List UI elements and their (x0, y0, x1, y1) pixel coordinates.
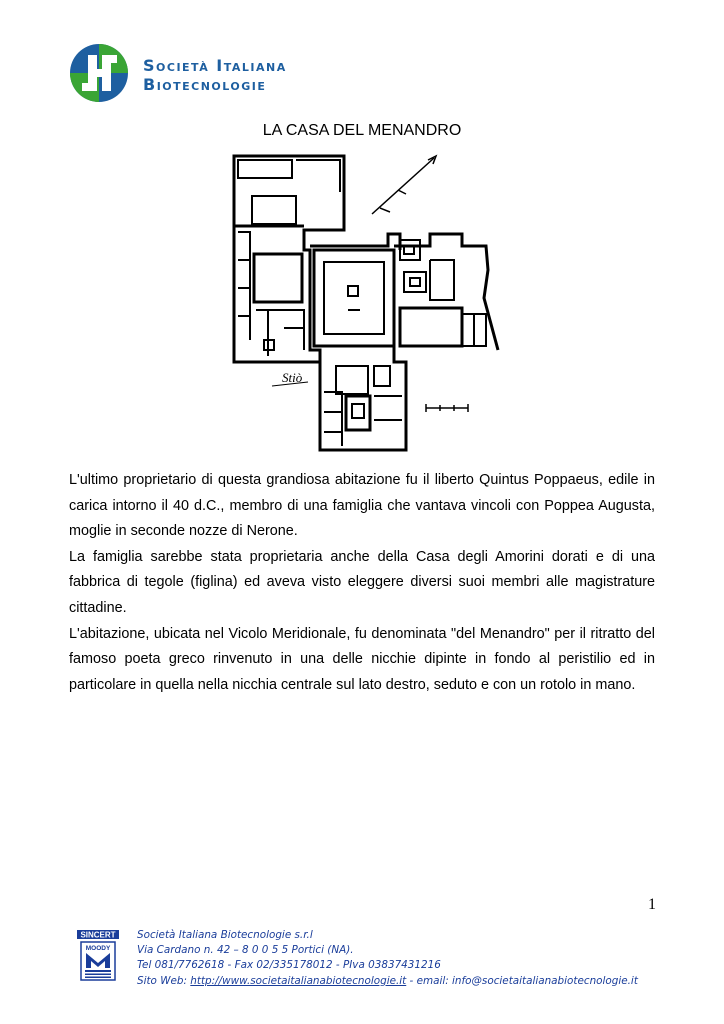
logo-line-2: Biotecnologie (143, 75, 267, 94)
footer-company: Società Italiana Biotecnologie s.r.l (137, 929, 313, 941)
article-body (69, 468, 655, 698)
site-label: Sito Web: (137, 974, 191, 987)
website-link[interactable]: http://www.societaitalianabiotecnologie.it (190, 974, 407, 987)
page-number: 1 (648, 896, 656, 913)
certification-logo (77, 930, 119, 982)
footer-contacts (137, 928, 638, 989)
company-logo (68, 42, 308, 106)
paragraph: L'abitazione, ubicata nel Vicolo Meridionale, fu denominata "del Menandro" per il ritratto del famoso poeta greco rinvenuto in una delle nicchie dipinte in fondo al peristilio ed in particolare in quella nella nicchia centrale sul lato destro, seduto e con un rotolo in mano. (69, 625, 655, 693)
paragraph: L'ultimo proprietario di questa grandiosa abitazione fu il liberto Quintus Poppaeus, edile in carica intorno il 40 d.C., membro di una famiglia che vantava vincoli con Poppea Augusta, moglie in seconde nozze di Nerone. (69, 472, 655, 540)
footer-web-line (137, 974, 638, 989)
logo-wordmark (143, 56, 287, 94)
logo-line-1: Società Italiana (143, 56, 287, 75)
plan-signature: Stiò (282, 370, 303, 385)
biotech-logo-icon (68, 42, 130, 104)
house-floor-plan (224, 150, 512, 462)
page-title: LA CASA DEL MENANDRO (262, 122, 462, 139)
footer-address: Via Cardano n. 42 – 8 0 0 5 5 Portici (NA). (137, 944, 354, 957)
paragraph: La famiglia sarebbe stata proprietaria anche della Casa degli Amorini dorati e di una fabbrica di tegole (figlina) ed aveva visto eleggere diversi suoi membri alle magistrature cittadine. (69, 548, 655, 616)
footer-contacts-line: Tel 081/7762618 - Fax 02/335178012 - PIva 03837431216 (137, 959, 441, 972)
email-text: - email: info@societaitalianabiotecnologie.it (406, 974, 638, 987)
cert-brand: MOODY (85, 945, 111, 952)
cert-label: SINCERT (80, 930, 116, 940)
